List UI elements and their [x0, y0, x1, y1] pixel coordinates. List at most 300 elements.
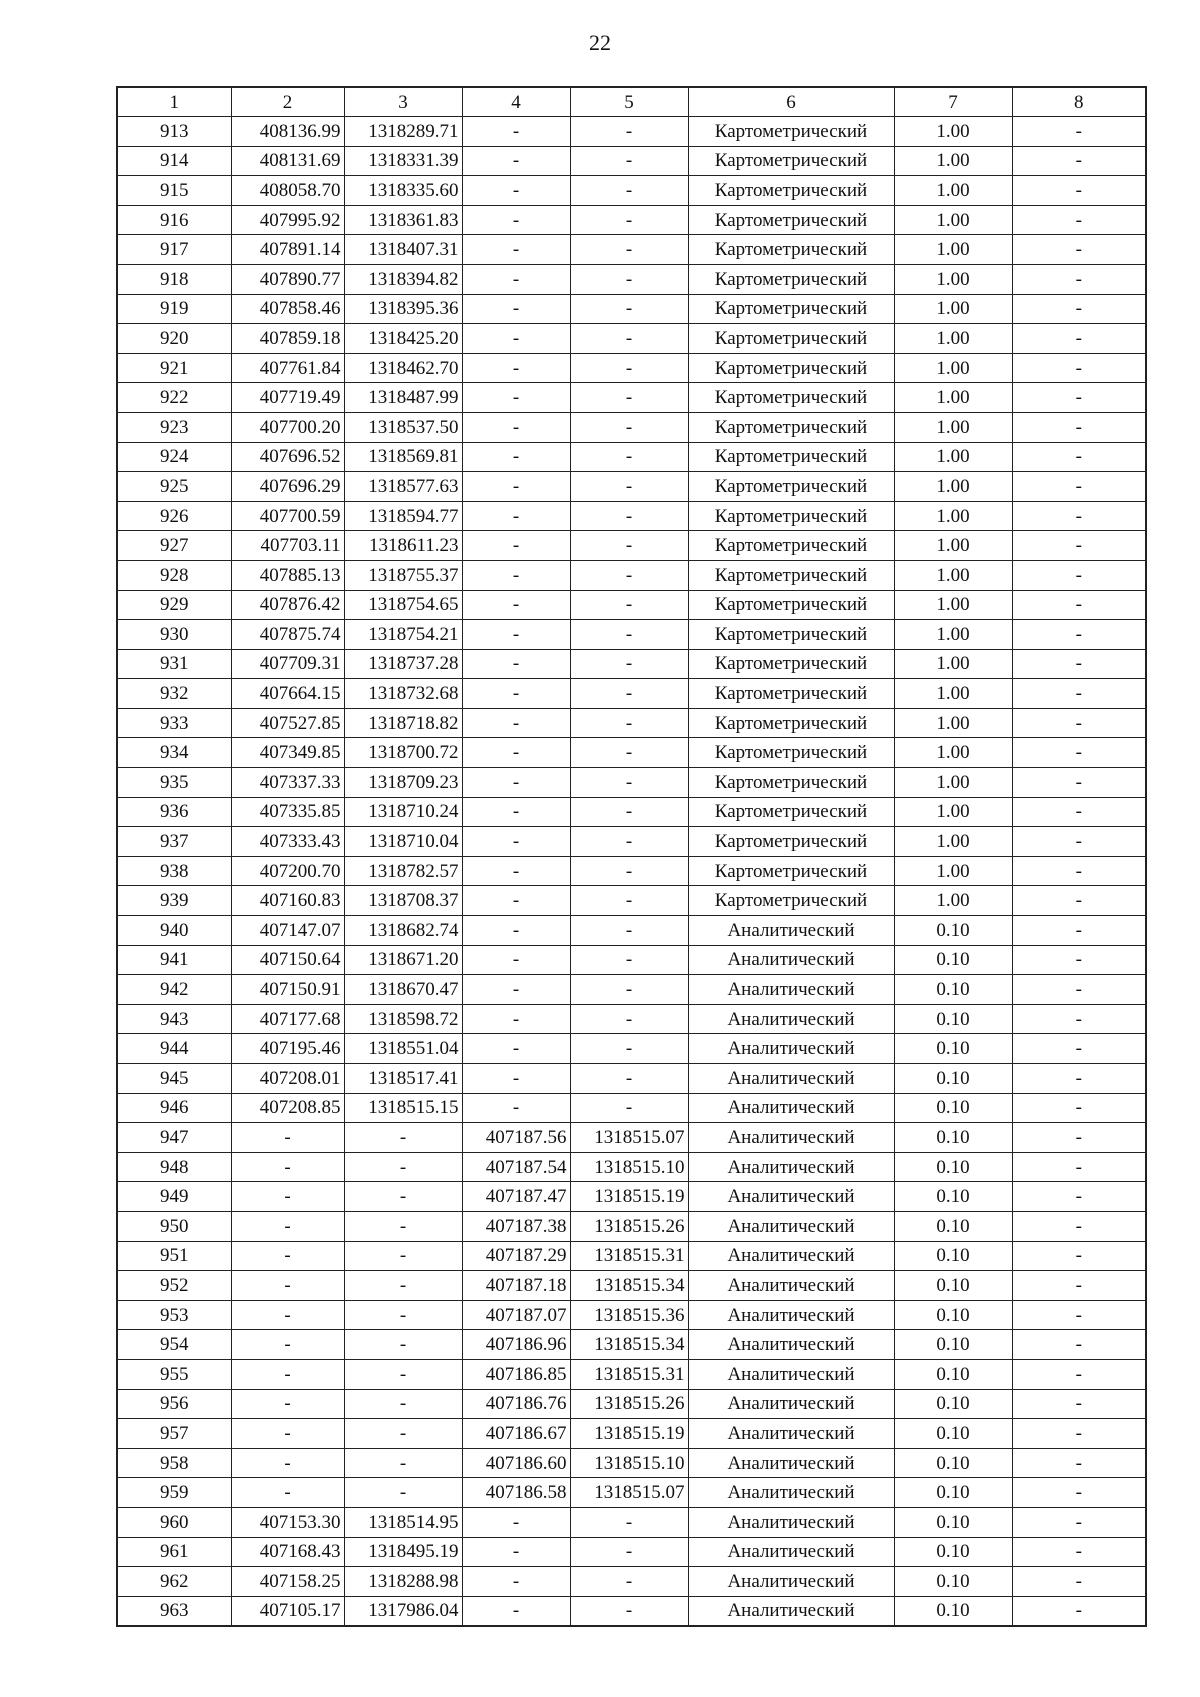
table-row: [117, 1241, 1146, 1271]
table-cell-col-3: -: [344, 1123, 462, 1153]
table-cell-col-5: -: [570, 117, 688, 147]
table-cell-col-4: -: [462, 324, 570, 354]
table-cell-col-7: 1.00: [894, 117, 1012, 147]
table-cell-col-7: 0.10: [894, 1419, 1012, 1449]
table-cell-col-7: 1.00: [894, 383, 1012, 413]
table-cell-col-1: 938: [117, 856, 231, 886]
table-row: [117, 412, 1146, 442]
table-cell-col-3: 1318537.50: [344, 412, 462, 442]
column-header-1: 1: [117, 87, 231, 117]
table-cell-col-3: 1318782.57: [344, 856, 462, 886]
table-row: [117, 531, 1146, 561]
table-cell-col-4: -: [462, 738, 570, 768]
table-cell-col-4: -: [462, 945, 570, 975]
table-cell-col-7: 0.10: [894, 1271, 1012, 1301]
table-cell-col-3: 1318487.99: [344, 383, 462, 413]
table-cell-col-4: -: [462, 797, 570, 827]
table-cell-col-1: 958: [117, 1448, 231, 1478]
table-cell-col-4: -: [462, 620, 570, 650]
table-cell-col-8: -: [1012, 708, 1146, 738]
table-cell-col-4: 407186.96: [462, 1330, 570, 1360]
table-row: [117, 975, 1146, 1005]
table-cell-col-4: 407187.29: [462, 1241, 570, 1271]
table-cell-col-2: 408058.70: [231, 176, 344, 206]
table-cell-col-6: Картометрический: [688, 886, 894, 916]
table-cell-col-5: -: [570, 738, 688, 768]
table-cell-col-7: 1.00: [894, 501, 1012, 531]
table-cell-col-2: 407891.14: [231, 235, 344, 265]
table-cell-col-5: -: [570, 442, 688, 472]
table-cell-col-4: -: [462, 501, 570, 531]
table-cell-col-3: 1318569.81: [344, 442, 462, 472]
table-cell-col-6: Аналитический: [688, 1211, 894, 1241]
table-cell-col-1: 934: [117, 738, 231, 768]
table-cell-col-4: -: [462, 560, 570, 590]
table-cell-col-8: -: [1012, 827, 1146, 857]
table-cell-col-5: -: [570, 856, 688, 886]
table-cell-col-4: -: [462, 353, 570, 383]
table-cell-col-1: 962: [117, 1567, 231, 1597]
table-cell-col-1: 956: [117, 1389, 231, 1419]
table-cell-col-4: -: [462, 1064, 570, 1094]
table-cell-col-7: 1.00: [894, 146, 1012, 176]
table-cell-col-6: Картометрический: [688, 324, 894, 354]
column-header-4: 4: [462, 87, 570, 117]
table-cell-col-7: 0.10: [894, 1359, 1012, 1389]
table-row: [117, 1330, 1146, 1360]
table-cell-col-1: 942: [117, 975, 231, 1005]
table-cell-col-1: 947: [117, 1123, 231, 1153]
table-cell-col-7: 0.10: [894, 1123, 1012, 1153]
table-cell-col-5: -: [570, 1004, 688, 1034]
table-row: [117, 294, 1146, 324]
table-header: [117, 87, 1146, 117]
table-cell-col-6: Картометрический: [688, 827, 894, 857]
table-cell-col-3: 1318737.28: [344, 649, 462, 679]
table-cell-col-2: 407858.46: [231, 294, 344, 324]
table-cell-col-7: 1.00: [894, 324, 1012, 354]
table-row: [117, 649, 1146, 679]
table-cell-col-4: -: [462, 886, 570, 916]
table-cell-col-2: 407696.29: [231, 472, 344, 502]
table-cell-col-1: 936: [117, 797, 231, 827]
table-cell-col-4: 407187.18: [462, 1271, 570, 1301]
table-cell-col-6: Картометрический: [688, 294, 894, 324]
table-cell-col-4: -: [462, 1093, 570, 1123]
table-cell-col-4: -: [462, 679, 570, 709]
table-cell-col-3: 1318710.04: [344, 827, 462, 857]
table-cell-col-8: -: [1012, 294, 1146, 324]
table-cell-col-4: -: [462, 1507, 570, 1537]
table-cell-col-2: -: [231, 1330, 344, 1360]
table-cell-col-3: 1318335.60: [344, 176, 462, 206]
table-cell-col-6: Аналитический: [688, 1093, 894, 1123]
table-cell-col-6: Картометрический: [688, 176, 894, 206]
table-cell-col-5: -: [570, 1567, 688, 1597]
table-cell-col-5: 1318515.34: [570, 1330, 688, 1360]
table-cell-col-3: -: [344, 1152, 462, 1182]
table-cell-col-6: Аналитический: [688, 945, 894, 975]
table-cell-col-2: 407337.33: [231, 768, 344, 798]
table-cell-col-6: Картометрический: [688, 620, 894, 650]
table-row: [117, 501, 1146, 531]
table-cell-col-7: 1.00: [894, 412, 1012, 442]
table-row: [117, 797, 1146, 827]
table-cell-col-8: -: [1012, 1359, 1146, 1389]
table-cell-col-8: -: [1012, 679, 1146, 709]
table-cell-col-2: 407105.17: [231, 1596, 344, 1626]
table-cell-col-7: 0.10: [894, 1330, 1012, 1360]
table-cell-col-2: 407885.13: [231, 560, 344, 590]
table-cell-col-8: -: [1012, 856, 1146, 886]
table-cell-col-2: 408136.99: [231, 117, 344, 147]
table-cell-col-1: 935: [117, 768, 231, 798]
table-cell-col-6: Картометрический: [688, 590, 894, 620]
table-cell-col-4: 407187.38: [462, 1211, 570, 1241]
table-cell-col-8: -: [1012, 560, 1146, 590]
table-cell-col-7: 1.00: [894, 679, 1012, 709]
table-cell-col-3: -: [344, 1359, 462, 1389]
table-cell-col-1: 959: [117, 1478, 231, 1508]
table-cell-col-5: -: [570, 294, 688, 324]
table-cell-col-6: Аналитический: [688, 1537, 894, 1567]
table-cell-col-5: 1318515.19: [570, 1182, 688, 1212]
table-cell-col-4: -: [462, 1596, 570, 1626]
table-cell-col-3: 1318611.23: [344, 531, 462, 561]
table-cell-col-7: 0.10: [894, 1241, 1012, 1271]
table-cell-col-6: Картометрический: [688, 146, 894, 176]
table-cell-col-5: 1318515.34: [570, 1271, 688, 1301]
table-cell-col-7: 0.10: [894, 945, 1012, 975]
table-cell-col-4: -: [462, 916, 570, 946]
table-cell-col-8: -: [1012, 1004, 1146, 1034]
table-cell-col-5: 1318515.26: [570, 1211, 688, 1241]
table-cell-col-8: -: [1012, 442, 1146, 472]
table-cell-col-3: 1318407.31: [344, 235, 462, 265]
table-cell-col-5: 1318515.07: [570, 1478, 688, 1508]
table-cell-col-5: -: [570, 945, 688, 975]
table-cell-col-2: 407168.43: [231, 1537, 344, 1567]
table-row: [117, 1448, 1146, 1478]
table-row: [117, 560, 1146, 590]
table-cell-col-1: 945: [117, 1064, 231, 1094]
table-cell-col-3: 1318755.37: [344, 560, 462, 590]
table-cell-col-8: -: [1012, 1389, 1146, 1419]
table-cell-col-1: 914: [117, 146, 231, 176]
table-cell-col-6: Картометрический: [688, 235, 894, 265]
table-cell-col-6: Аналитический: [688, 975, 894, 1005]
table-cell-col-1: 960: [117, 1507, 231, 1537]
table-cell-col-6: Картометрический: [688, 501, 894, 531]
table-cell-col-2: 407333.43: [231, 827, 344, 857]
table-cell-col-1: 922: [117, 383, 231, 413]
table-cell-col-3: 1318754.21: [344, 620, 462, 650]
table-cell-col-3: 1318700.72: [344, 738, 462, 768]
table-cell-col-8: -: [1012, 1241, 1146, 1271]
table-cell-col-2: 407147.07: [231, 916, 344, 946]
table-cell-col-6: Картометрический: [688, 383, 894, 413]
table-cell-col-8: -: [1012, 117, 1146, 147]
table-cell-col-6: Картометрический: [688, 679, 894, 709]
table-cell-col-3: -: [344, 1448, 462, 1478]
table-cell-col-7: 0.10: [894, 916, 1012, 946]
table-cell-col-1: 926: [117, 501, 231, 531]
table-cell-col-1: 929: [117, 590, 231, 620]
table-cell-col-8: -: [1012, 1567, 1146, 1597]
table-cell-col-4: 407186.60: [462, 1448, 570, 1478]
table-cell-col-5: 1318515.26: [570, 1389, 688, 1419]
table-cell-col-1: 937: [117, 827, 231, 857]
table-row: [117, 1152, 1146, 1182]
table-cell-col-1: 925: [117, 472, 231, 502]
table-cell-col-6: Аналитический: [688, 1182, 894, 1212]
table-cell-col-4: -: [462, 235, 570, 265]
table-cell-col-5: -: [570, 264, 688, 294]
table-row: [117, 886, 1146, 916]
table-cell-col-8: -: [1012, 324, 1146, 354]
table-cell-col-7: 0.10: [894, 1448, 1012, 1478]
table-cell-col-5: -: [570, 501, 688, 531]
table-cell-col-7: 1.00: [894, 708, 1012, 738]
table-cell-col-5: 1318515.07: [570, 1123, 688, 1153]
table-cell-col-1: 940: [117, 916, 231, 946]
table-row: [117, 1211, 1146, 1241]
table-cell-col-7: 0.10: [894, 1567, 1012, 1597]
table-cell-col-3: 1318671.20: [344, 945, 462, 975]
coordinates-table: [116, 86, 1147, 1627]
table-cell-col-5: 1318515.31: [570, 1359, 688, 1389]
table-cell-col-4: -: [462, 117, 570, 147]
table-cell-col-1: 913: [117, 117, 231, 147]
table-cell-col-2: 407150.64: [231, 945, 344, 975]
table-cell-col-7: 0.10: [894, 1537, 1012, 1567]
table-cell-col-5: 1318515.10: [570, 1152, 688, 1182]
table-cell-col-7: 1.00: [894, 264, 1012, 294]
table-cell-col-6: Аналитический: [688, 1567, 894, 1597]
table-cell-col-7: 1.00: [894, 738, 1012, 768]
table-cell-col-2: 407195.46: [231, 1034, 344, 1064]
table-cell-col-8: -: [1012, 412, 1146, 442]
table-cell-col-3: -: [344, 1241, 462, 1271]
table-cell-col-1: 950: [117, 1211, 231, 1241]
table-cell-col-2: 407664.15: [231, 679, 344, 709]
table-cell-col-8: -: [1012, 1152, 1146, 1182]
table-cell-col-4: -: [462, 176, 570, 206]
table-cell-col-2: 407527.85: [231, 708, 344, 738]
table-cell-col-4: 407187.07: [462, 1300, 570, 1330]
table-cell-col-6: Аналитический: [688, 1596, 894, 1626]
table-cell-col-8: -: [1012, 1300, 1146, 1330]
table-cell-col-2: -: [231, 1300, 344, 1330]
table-cell-col-3: 1318598.72: [344, 1004, 462, 1034]
table-cell-col-5: -: [570, 176, 688, 206]
table-cell-col-3: 1318331.39: [344, 146, 462, 176]
table-row: [117, 353, 1146, 383]
table-row: [117, 1093, 1146, 1123]
table-cell-col-1: 946: [117, 1093, 231, 1123]
table-cell-col-6: Картометрический: [688, 531, 894, 561]
table-cell-col-1: 952: [117, 1271, 231, 1301]
table-cell-col-5: -: [570, 531, 688, 561]
table-cell-col-8: -: [1012, 235, 1146, 265]
table-cell-col-7: 1.00: [894, 235, 1012, 265]
table-cell-col-5: 1318515.31: [570, 1241, 688, 1271]
table-cell-col-7: 1.00: [894, 205, 1012, 235]
table-cell-col-8: -: [1012, 1271, 1146, 1301]
table-cell-col-4: -: [462, 1004, 570, 1034]
table-cell-col-1: 928: [117, 560, 231, 590]
table-cell-col-7: 1.00: [894, 886, 1012, 916]
table-cell-col-2: 407876.42: [231, 590, 344, 620]
table-cell-col-6: Аналитический: [688, 1419, 894, 1449]
table-cell-col-1: 921: [117, 353, 231, 383]
table-cell-col-7: 1.00: [894, 590, 1012, 620]
table-cell-col-1: 932: [117, 679, 231, 709]
table-row: [117, 1004, 1146, 1034]
table-cell-col-6: Картометрический: [688, 649, 894, 679]
table-cell-col-6: Аналитический: [688, 1359, 894, 1389]
table-cell-col-8: -: [1012, 472, 1146, 502]
table-cell-col-1: 933: [117, 708, 231, 738]
table-cell-col-8: -: [1012, 945, 1146, 975]
table-cell-col-5: -: [570, 679, 688, 709]
table-cell-col-8: -: [1012, 1123, 1146, 1153]
table-cell-col-8: -: [1012, 176, 1146, 206]
table-row: [117, 117, 1146, 147]
table-cell-col-2: 407150.91: [231, 975, 344, 1005]
table-cell-col-4: -: [462, 1034, 570, 1064]
table-cell-col-2: 407995.92: [231, 205, 344, 235]
table-row: [117, 738, 1146, 768]
table-cell-col-4: -: [462, 590, 570, 620]
table-cell-col-1: 948: [117, 1152, 231, 1182]
table-cell-col-8: -: [1012, 1330, 1146, 1360]
table-row: [117, 679, 1146, 709]
table-cell-col-3: 1318670.47: [344, 975, 462, 1005]
table-cell-col-1: 954: [117, 1330, 231, 1360]
table-row: [117, 945, 1146, 975]
table-cell-col-1: 961: [117, 1537, 231, 1567]
header-row: [117, 87, 1146, 117]
table-cell-col-4: 407186.58: [462, 1478, 570, 1508]
table-cell-col-8: -: [1012, 1507, 1146, 1537]
table-cell-col-3: 1318394.82: [344, 264, 462, 294]
table-cell-col-7: 1.00: [894, 620, 1012, 650]
column-header-5: 5: [570, 87, 688, 117]
table-cell-col-3: -: [344, 1389, 462, 1419]
table-cell-col-2: 407890.77: [231, 264, 344, 294]
table-cell-col-8: -: [1012, 768, 1146, 798]
table-cell-col-5: -: [570, 353, 688, 383]
table-cell-col-6: Картометрический: [688, 708, 894, 738]
table-cell-col-5: -: [570, 768, 688, 798]
table-cell-col-1: 919: [117, 294, 231, 324]
table-row: [117, 620, 1146, 650]
table-row: [117, 1567, 1146, 1597]
table-cell-col-6: Картометрический: [688, 442, 894, 472]
table-cell-col-4: -: [462, 768, 570, 798]
table-row: [117, 1389, 1146, 1419]
table-cell-col-7: 1.00: [894, 442, 1012, 472]
table-cell-col-6: Картометрический: [688, 117, 894, 147]
table-cell-col-2: -: [231, 1123, 344, 1153]
table-cell-col-4: -: [462, 472, 570, 502]
table-cell-col-3: 1318425.20: [344, 324, 462, 354]
table-cell-col-6: Картометрический: [688, 560, 894, 590]
table-cell-col-4: -: [462, 649, 570, 679]
table-cell-col-2: 407160.83: [231, 886, 344, 916]
table-cell-col-3: 1318462.70: [344, 353, 462, 383]
table-cell-col-3: 1318361.83: [344, 205, 462, 235]
table-cell-col-1: 955: [117, 1359, 231, 1389]
table-cell-col-3: 1318289.71: [344, 117, 462, 147]
table-cell-col-2: -: [231, 1241, 344, 1271]
table-cell-col-8: -: [1012, 531, 1146, 561]
table-cell-col-6: Картометрический: [688, 353, 894, 383]
table-cell-col-1: 949: [117, 1182, 231, 1212]
table-cell-col-5: -: [570, 1064, 688, 1094]
table-cell-col-4: -: [462, 205, 570, 235]
table-cell-col-3: 1318754.65: [344, 590, 462, 620]
table-row: [117, 1419, 1146, 1449]
table-cell-col-8: -: [1012, 649, 1146, 679]
table-cell-col-3: 1318515.15: [344, 1093, 462, 1123]
table-row: [117, 472, 1146, 502]
table-cell-col-8: -: [1012, 975, 1146, 1005]
table-cell-col-1: 915: [117, 176, 231, 206]
table-cell-col-5: -: [570, 1507, 688, 1537]
table-cell-col-7: 0.10: [894, 975, 1012, 1005]
table-cell-col-3: -: [344, 1300, 462, 1330]
table-cell-col-6: Картометрический: [688, 797, 894, 827]
table-cell-col-2: 407335.85: [231, 797, 344, 827]
table-cell-col-6: Аналитический: [688, 1064, 894, 1094]
table-cell-col-2: -: [231, 1478, 344, 1508]
table-cell-col-8: -: [1012, 797, 1146, 827]
table-row: [117, 1123, 1146, 1153]
table-row: [117, 146, 1146, 176]
table-cell-col-7: 0.10: [894, 1507, 1012, 1537]
page-number: 22: [589, 30, 611, 55]
table-cell-col-5: -: [570, 975, 688, 1005]
table-row: [117, 1478, 1146, 1508]
table-cell-col-1: 957: [117, 1419, 231, 1449]
table-cell-col-5: -: [570, 1093, 688, 1123]
table-cell-col-1: 939: [117, 886, 231, 916]
table-cell-col-7: 1.00: [894, 353, 1012, 383]
table-cell-col-8: -: [1012, 1093, 1146, 1123]
table-cell-col-1: 941: [117, 945, 231, 975]
table-row: [117, 916, 1146, 946]
table-cell-col-5: -: [570, 324, 688, 354]
table-cell-col-2: 408131.69: [231, 146, 344, 176]
table-cell-col-4: -: [462, 442, 570, 472]
table-row: [117, 1596, 1146, 1626]
table-cell-col-7: 1.00: [894, 797, 1012, 827]
table-cell-col-7: 1.00: [894, 856, 1012, 886]
table-row: [117, 827, 1146, 857]
table-cell-col-4: 407186.76: [462, 1389, 570, 1419]
table-cell-col-5: -: [570, 235, 688, 265]
table-cell-col-1: 916: [117, 205, 231, 235]
table-cell-col-4: 407187.47: [462, 1182, 570, 1212]
table-cell-col-2: 407200.70: [231, 856, 344, 886]
table-cell-col-1: 927: [117, 531, 231, 561]
table-cell-col-1: 923: [117, 412, 231, 442]
table-cell-col-5: -: [570, 1034, 688, 1064]
table-row: [117, 708, 1146, 738]
table-cell-col-3: -: [344, 1478, 462, 1508]
